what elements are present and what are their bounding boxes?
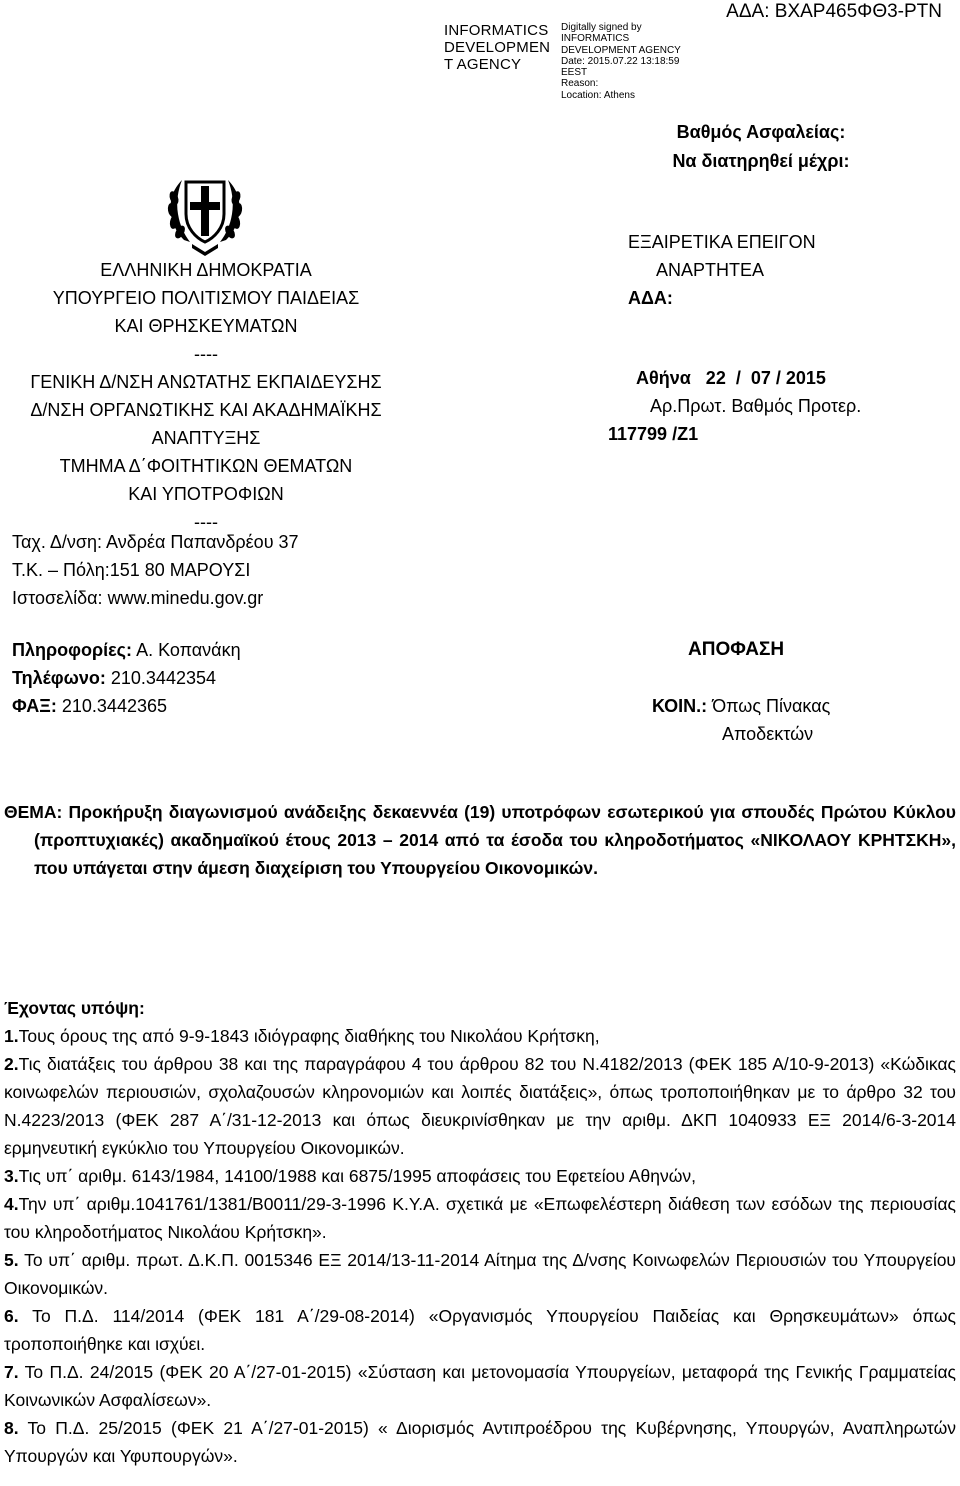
postcode-line: [12, 556, 250, 584]
list-item-number: 2.: [4, 1054, 19, 1074]
sender-line: ΓΕΝΙΚΗ Δ/ΝΣΗ ΑΝΩΤΑΤΗΣ ΕΚΠΑΙΔΕΥΣΗΣ: [30, 372, 382, 392]
subject-label: ΘΕΜΑ:: [4, 802, 63, 822]
phone-line: [12, 664, 216, 692]
list-item-text: Το Π.Δ. 114/2014 (ΦΕΚ 181 Α΄/29-08-2014) «Οργανισμός Υπουργείου Παιδείας και Θρησκευμάτων» όπως τροποποιήθηκε και ισχύει.: [4, 1306, 956, 1354]
signature-org-line: T AGENCY: [444, 56, 522, 73]
website-line: [12, 584, 263, 612]
decision-title: ΑΠΟΦΑΣΗ: [688, 639, 785, 660]
subject-block: [4, 798, 956, 882]
signature-detail-line: EEST: [561, 67, 588, 79]
phone-value: 210.3442354: [110, 668, 216, 688]
postcode-value: 151 80 ΜΑΡΟΥΣΙ: [109, 560, 251, 580]
cc-label: ΚΟΙΝ.:: [652, 696, 708, 716]
list-item: [4, 1246, 956, 1302]
list-item-text: Τους όρους της από 9-9-1843 ιδιόγραφης διαθήκης του Νικολάου Κρήτσκη,: [18, 1026, 600, 1046]
greek-crest-icon: [162, 168, 248, 258]
postcode-label: Τ.Κ. – Πόλη:: [12, 560, 110, 580]
sender-separator: ----: [194, 344, 218, 364]
fax-label: ΦΑΞ:: [12, 696, 57, 716]
signature-detail-line: Date: 2015.07.22 13:18:59: [561, 55, 680, 67]
sender-line: ΚΑΙ ΥΠΟΤΡΟΦΙΩΝ: [128, 484, 284, 504]
sender-block: [0, 256, 412, 536]
list-item-text: Τις υπ΄ αριθμ. 6143/1984, 14100/1988 και 6875/1995 αποφάσεις του Εφετείου Αθηνών,: [18, 1166, 696, 1186]
phone-label: Τηλέφωνο:: [12, 668, 106, 688]
list-item: [4, 1022, 956, 1050]
list-item-text: Το υπ΄ αριθμ. πρωτ. Δ.Κ.Π. 0015346 ΕΞ 2014/13-11-2014 Αίτημα της Δ/νσης Κοινωφελών Περιουσιών του Υπουργείου Οικονομικών.: [4, 1250, 957, 1298]
sender-line: ΥΠΟΥΡΓΕΙΟ ΠΟΛΙΤΙΣΜΟΥ ΠΑΙΔΕΙΑΣ: [52, 288, 360, 308]
address-value: Ανδρέα Παπανδρέου 37: [106, 532, 299, 552]
signature-detail-line: INFORMATICS: [561, 33, 630, 45]
list-item-number: 4.: [4, 1194, 19, 1214]
fax-line: [12, 692, 167, 720]
website-link[interactable]: www.minedu.gov.gr: [107, 588, 264, 608]
info-line: [12, 636, 241, 664]
list-item-number: 8.: [4, 1418, 19, 1438]
document-date: Αθήνα 22 / 07 / 2015: [636, 368, 826, 388]
list-item-number: 6.: [4, 1306, 19, 1326]
sender-line: ΚΑΙ ΘΡΗΣΚΕΥΜΑΤΩΝ: [114, 316, 298, 336]
sender-line: ΕΛΛΗΝΙΚΗ ΔΗΜΟΚΡΑΤΙΑ: [100, 260, 312, 280]
security-level: [630, 118, 892, 176]
signature-detail-line: Digitally signed by: [561, 22, 642, 33]
protocol-label: Αρ.Πρωτ. Βαθμός Προτερ.: [650, 396, 862, 416]
list-item: [4, 1162, 956, 1190]
list-item: [4, 1358, 956, 1414]
list-item: [4, 1302, 956, 1358]
info-value: Α. Κοπανάκη: [136, 640, 241, 660]
sender-line: Δ/ΝΣΗ ΟΡΓΑΝΩΤΙΚΗΣ ΚΑΙ ΑΚΑΔΗΜΑΪΚΗΣ: [30, 400, 382, 420]
list-item-number: 3.: [4, 1166, 19, 1186]
sender-line: ΤΜΗΜΑ Δ΄ΦΟΙΤΗΤΙΚΩΝ ΘΕΜΑΤΩΝ: [59, 456, 353, 476]
list-item: [4, 1414, 956, 1470]
subject-text: Προκήρυξη διαγωνισμού ανάδειξης δεκαεννέα (19) υποτρόφων εσωτερικού για σπουδές Πρώτου Κύκλου (προπτυχιακές) ακαδημαϊκού έτους 2013 – 2014 από τα έσοδα του κληροδοτήματος «ΝΙΚΟΛΑΟΥ ΚΡΗΤΣΚΗ», που υπάγεται στην άμεση διαχείριση του Υπουργείου Οικονομικών.: [34, 802, 956, 878]
protocol-number: 117799 /Ζ1: [608, 424, 699, 444]
list-item-number: 1.: [4, 1026, 19, 1046]
signature-detail-line: DEVELOPMENT AGENCY: [561, 44, 681, 56]
list-item-text: Το Π.Δ. 24/2015 (ΦΕΚ 20 Α΄/27-01-2015) «Σύσταση και μετονομασία Υπουργείων, μεταφορά της Γενικής Γραμματείας Κοινωνικών Ασφαλίσεων».: [4, 1362, 956, 1410]
signature-detail-line: Reason:: [561, 78, 599, 90]
cc-value-line2: Αποδεκτών: [722, 724, 814, 744]
list-item: [4, 1050, 956, 1162]
sender-separator: ----: [194, 512, 218, 532]
signature-org-line: DEVELOPMEN: [444, 39, 551, 56]
info-label: Πληροφορίες:: [12, 640, 133, 660]
ada-label: ΑΔΑ:: [628, 288, 673, 308]
ada-code: ΑΔΑ: ΒΧΑΡ465ΦΘ3-ΡΤΝ: [726, 1, 942, 22]
sender-line: ΑΝΑΠΤΥΞΗΣ: [151, 428, 261, 448]
subject-paragraph: [4, 798, 956, 882]
address-line: [12, 528, 299, 556]
list-item-text: Το Π.Δ. 25/2015 (ΦΕΚ 21 Α΄/27-01-2015) « Διορισμός Αντιπροέδρου της Κυβέρνησης, Υπουργών, Αναπληρωτών Υπουργών και Υφυπουργών».: [4, 1418, 957, 1466]
urgent-label: ΕΞΑΙΡΕΤΙΚΑ ΕΠΕΙΓΟΝ: [628, 232, 816, 252]
list-item-text: Την υπ΄ αριθμ.1041761/1381/Β0011/29-3-1996 Κ.Υ.Α. σχετικά με «Επωφελέστερη διάθεση των εσόδων της περιουσίας του κληροδοτήματος Νικολάου Κρήτσκη».: [4, 1194, 956, 1242]
cc-value: Όπως Πίνακας: [712, 696, 831, 716]
list-item-number: 5.: [4, 1250, 19, 1270]
website-label: Ιστοσελίδα:: [12, 588, 103, 608]
considering-list: [4, 1022, 956, 1470]
signature-organization: [444, 22, 550, 73]
signature-org-line: INFORMATICS: [444, 22, 549, 39]
considering-title: Έχοντας υπόψη:: [4, 998, 145, 1018]
signature-details: [561, 22, 681, 101]
retention-label: Να διατηρηθεί μέχρι:: [672, 151, 850, 171]
signature-detail-line: Location: Athens: [561, 89, 635, 101]
list-item: [4, 1190, 956, 1246]
address-label: Ταχ. Δ/νση:: [12, 532, 103, 552]
cc-line: [652, 692, 830, 720]
post-label: ΑΝΑΡΤΗΤΕΑ: [656, 260, 765, 280]
fax-value: 210.3442365: [61, 696, 167, 716]
list-item-number: 7.: [4, 1362, 19, 1382]
list-item-text: Τις διατάξεις του άρθρου 38 και της παραγράφου 4 του άρθρου 82 του Ν.4182/2013 (ΦΕΚ 185 Α/10-9-2013) «Κώδικας κοινωφελών περιουσιών, σχολαζουσών κληρονομιών και λοιπές διατάξεις», όπως τροποποιήθηκαν με το άρθρο 32 του Ν.4223/2013 (ΦΕΚ 287 Α΄/31-12-2013 και όπως διευκρινίσθηκαν με την αριθμ. ΔΚΠ 1040933 ΕΞ 2014/6-3-2014 ερμηνευτική εγκύκλιο του Υπουργείου Οικονομικών.: [4, 1054, 956, 1158]
security-level-label: Βαθμός Ασφαλείας:: [676, 122, 846, 142]
